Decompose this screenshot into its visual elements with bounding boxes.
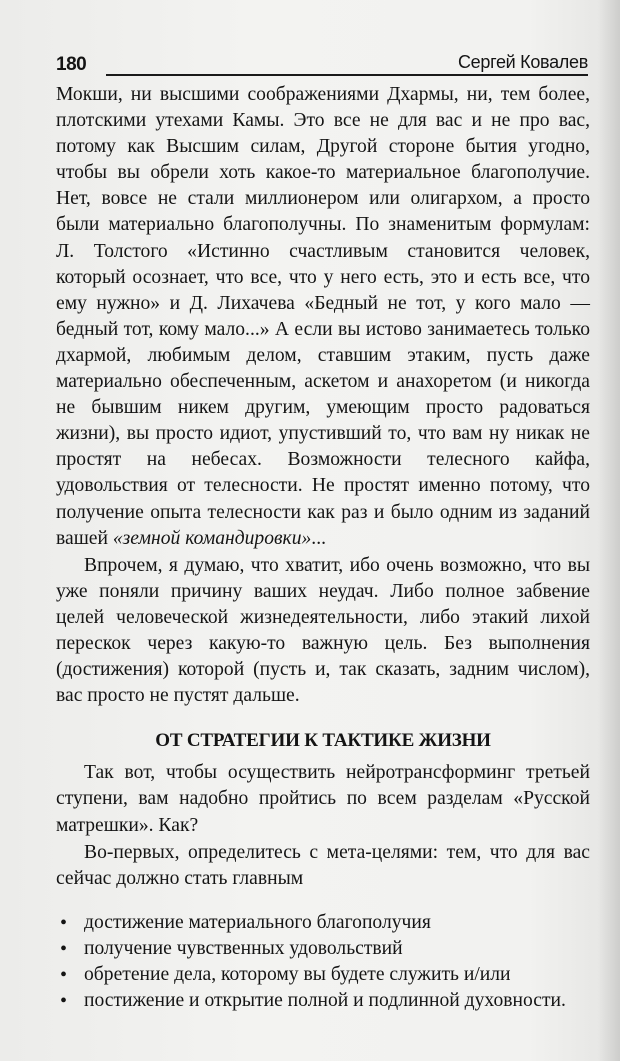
- paragraph-ellipsis: ...: [311, 527, 326, 549]
- paragraph: Так вот, чтобы осуществить нейротрансформинг третьей ступени, вам надобно пройтись по всем разделам «Русской матрешки». Как?: [56, 762, 590, 836]
- italic-phrase: «земной командировки»: [112, 527, 312, 549]
- section-heading: ОТ СТРАТЕГИИ К ТАКТИКЕ ЖИЗНИ: [155, 730, 491, 752]
- running-head-author: Сергей Ковалев: [457, 52, 588, 72]
- list-item: • постижение и открытие полной и подлинной духовности.: [56, 988, 590, 1014]
- page-body: [56, 82, 590, 1014]
- page-number: 180: [56, 54, 87, 75]
- list-item: • достижение материального благополучия: [56, 910, 590, 936]
- paragraph: Впрочем, я думаю, что хватит, ибо очень возможно, что вы уже поняли причину ваших неудач. Либо полное забвение целей человеческой жизнедеятельности, либо этакий лихой перескок через какую-то важную цель. Без выполнения (достижения) которой (пусть и, так сказать, задним числом), вас просто не пустят дальше.: [56, 554, 590, 707]
- list-item: • получение чувственных удовольствий: [56, 936, 590, 962]
- bullet-list: [56, 910, 590, 1014]
- paragraph-continued: [56, 82, 590, 552]
- page-edge-shadow: [598, 0, 620, 1061]
- paragraph-text: Мокши, ни высшими соображениями Дхармы, ни, тем более, плотскими утехами Камы. Это все не для вас и не про вас, потому как Высшим силам, Другой стороне бытия угодно, чтобы вы обрели хоть какое-то материальное благополучие. Нет, вовсе не стали миллионером или олигархом, а просто были материально благополучны. По знаменитым формулам: Л. Толстого «Истинно счастливым становится человек, который осознает, что все, что у него есть, это и есть все, что ему нужно» и Д. Лихачева «Бедный не тот, у кого мало — бедный тот, кому мало...» А если вы истово занимаетесь только дхармой, любимым делом, ставшим этаким, пусть даже материально обеспеченным, аскетом и анахоретом (и никогда не бывшим никем другим, умеющим просто радоваться жизни), вы просто идиот, упустивший то, что вам ну никак не простят на небесах. Возможности телесного кайфа, удовольствия от телесности. Не простят именно потому, что получение опыта телесности как раз и было одним из заданий вашей: [56, 84, 590, 549]
- header-rule: [106, 74, 588, 76]
- page-header: [56, 52, 588, 80]
- list-item: • обретение дела, которому вы будете служить и/или: [56, 962, 590, 988]
- paragraph: Во-первых, определитесь с мета-целями: тем, что для вас сейчас должно стать главным: [56, 841, 590, 889]
